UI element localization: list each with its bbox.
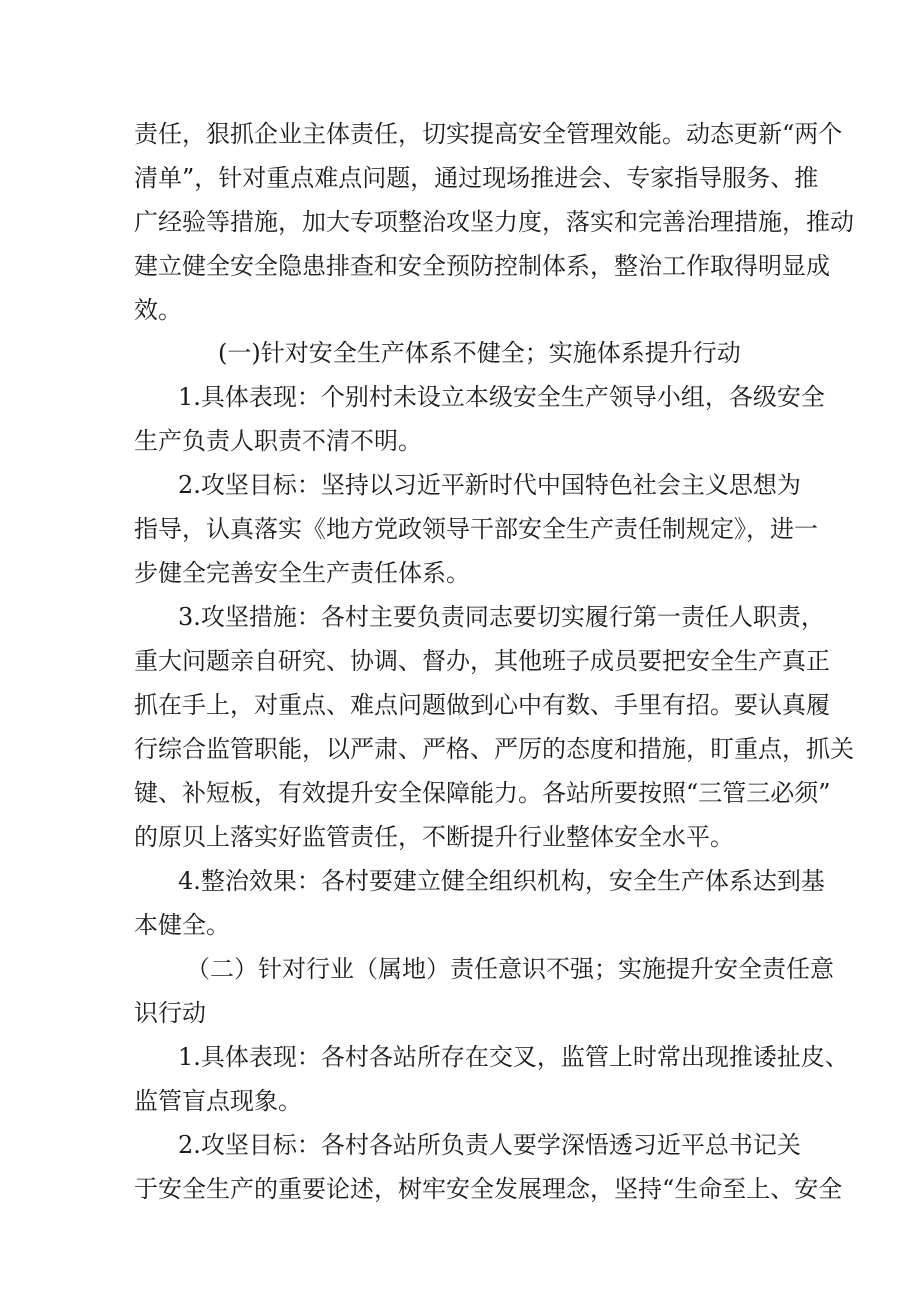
item-line: 3.攻坚措施：各村主要负责同志要切实履行第一责任人职责， (178, 603, 825, 631)
body-line: 监管盲点现象。 (134, 1087, 302, 1115)
section-heading-2: （二）针对行业（属地）责任意识不强；实施提升安全责任意 (186, 955, 834, 983)
body-line: 重大问题亲自研究、协调、督办，其他班子成员要把安全生产真正 (134, 647, 830, 675)
item-line: 2.攻坚目标：各村各站所负责人要学深悟透习近平总书记关 (178, 1131, 801, 1159)
body-line: 指导，认真落实《地方党政领导干部安全生产责任制规定》，进一 (134, 515, 818, 543)
item-line: 1.具体表现：各村各站所存在交叉，监管上时常出现推诿扯皮、 (178, 1043, 849, 1071)
body-line: 责任，狠抓企业主体责任，切实提高安全管理效能。动态更新“两个 (134, 120, 843, 148)
body-line: 识行动 (134, 999, 206, 1027)
item-line: 2.攻坚目标：坚持以习近平新时代中国特色社会主义思想为 (178, 471, 801, 499)
body-line: 行综合监管职能，以严肃、严格、严厉的态度和措施，盯重点，抓关 (134, 735, 854, 763)
body-line: 步健全完善安全生产责任体系。 (134, 559, 470, 587)
item-line: 1.具体表现：个别村未设立本级安全生产领导小组，各级安全 (178, 383, 825, 411)
body-line: 抓在手上，对重点、难点问题做到心中有数、手里有招。要认真履 (134, 691, 830, 719)
body-line: 清单”，针对重点难点问题，通过现场推进会、专家指导服务、推 (134, 164, 819, 192)
item-line: 4.整治效果：各村要建立健全组织机构，安全生产体系达到基 (178, 867, 825, 895)
body-line: 于安全生产的重要论述，树牢安全发展理念，坚持“生命至上、安全 (134, 1175, 843, 1203)
body-line: 的原贝上落实好监管责任，不断提升行业整体安全水平。 (134, 823, 734, 851)
body-line: 广经验等措施，加大专项整治攻坚力度，落实和完善治理措施，推动 (134, 208, 854, 236)
body-line: 建立健全安全隐患排查和安全预防控制体系，整治工作取得明显成 (134, 252, 830, 280)
body-line: 效。 (134, 296, 182, 324)
body-line: 本健全。 (134, 911, 230, 939)
section-heading-1: (一)针对安全生产体系不健全；实施体系提升行动 (218, 339, 741, 367)
body-line: 键、补短板，有效提升安全保障能力。各站所要按照“三管三必须” (134, 779, 831, 807)
body-line: 生产负责人职责不清不明。 (134, 427, 422, 455)
